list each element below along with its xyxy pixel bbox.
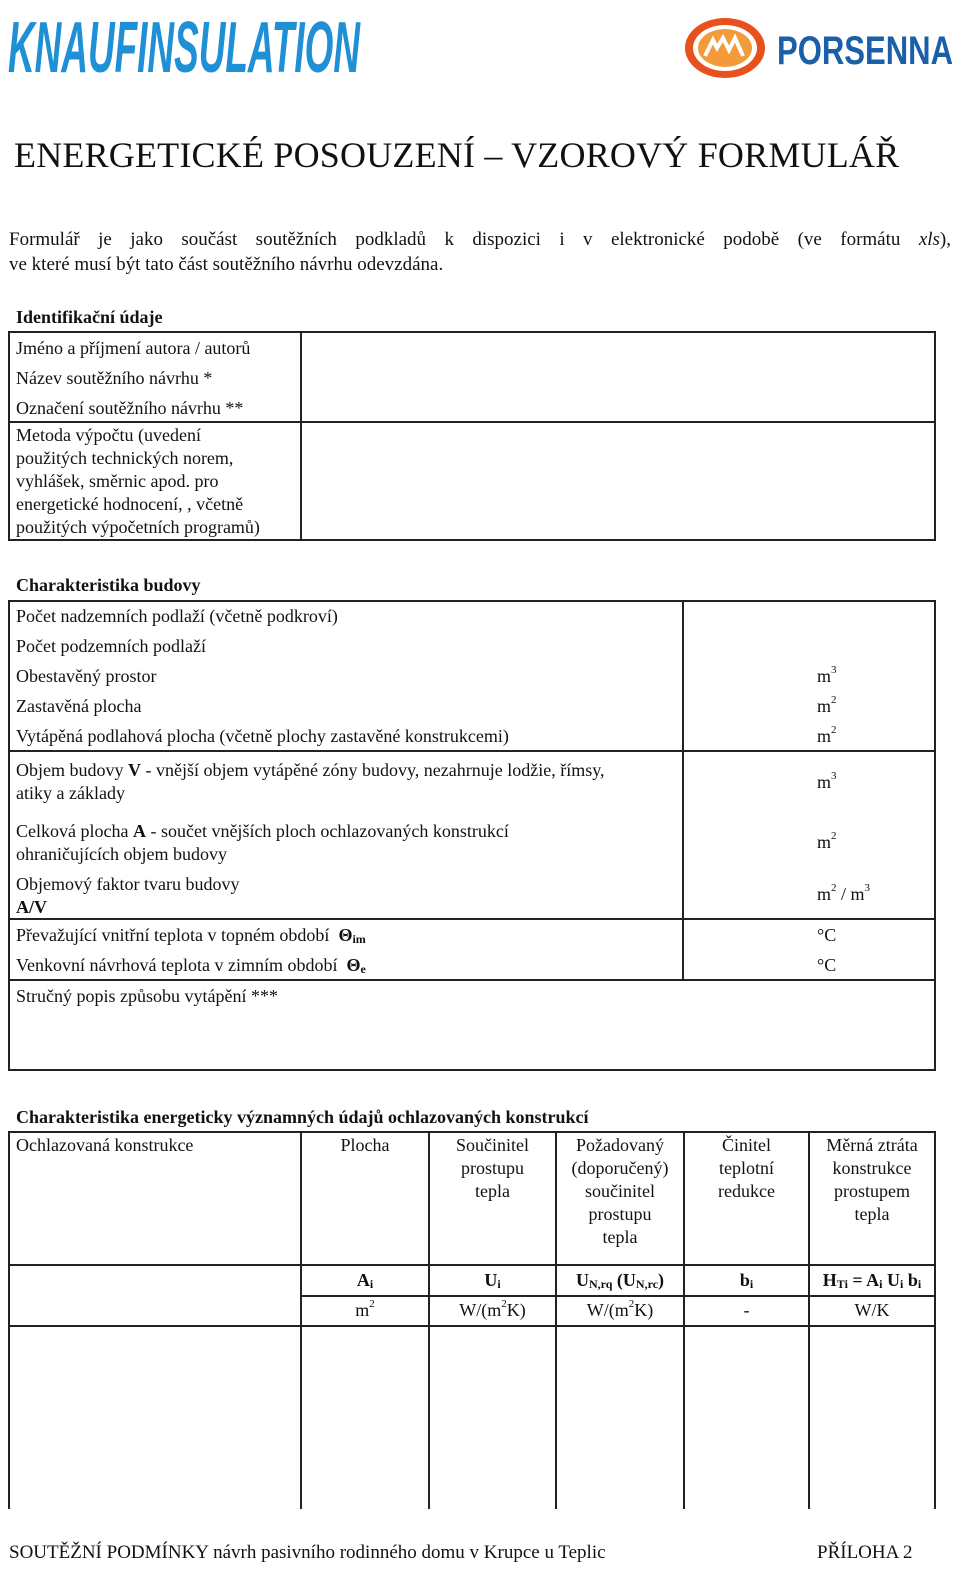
- footer-right: PŘÍLOHA 2: [817, 1542, 913, 1563]
- floors-below-label: Počet podzemních podlaží: [16, 636, 206, 656]
- col-header-b-line: redukce: [718, 1181, 775, 1201]
- col-header-h-line: Měrná ztráta: [826, 1135, 918, 1155]
- built-volume-label: Obestavěný prostor: [16, 666, 157, 686]
- col-header-h-line: prostupem: [834, 1181, 910, 1201]
- porsenna-logo: [683, 16, 955, 80]
- col-header-b-line: Činitel: [722, 1135, 771, 1155]
- svg-text:KNAUFINSULATION: KNAUFINSULATION: [8, 8, 362, 88]
- unit-celsius: °C: [817, 925, 837, 945]
- symbol-u: $U_i$: [484, 1270, 501, 1291]
- symbol-b: $b_i$: [739, 1270, 754, 1291]
- symbol-un: $U_{N,rq}$ $(U_{N,rc})$: [575, 1270, 665, 1291]
- floors-above-label: Počet nadzemních podlaží (včetně podkroví): [16, 606, 338, 626]
- heated-area-label: Vytápěná podlahová plocha (včetně plochy zastavěné konstrukcemi): [16, 726, 509, 746]
- col-header-u-line: Součinitel: [456, 1135, 529, 1155]
- unit-m2: $m^2$: [817, 724, 837, 746]
- col-header-un-line: (doporučený): [571, 1158, 669, 1178]
- col-header-h-line: tepla: [854, 1204, 890, 1224]
- page-title: ENERGETICKÉ POSOUZENÍ – VZOROVÝ FORMULÁŘ: [14, 135, 900, 175]
- intro-paragraph: Formulář je jako součást soutěžních podkladů k dispozici i v elektronické podobě (ve formátu xls), ve které musí být tato část soutěžního návrhu odevzdána.: [9, 229, 951, 275]
- symbol-a: $A_i$: [356, 1270, 374, 1291]
- project-name-label: Název soutěžního návrhu *: [16, 368, 213, 388]
- unit-m2: $m^2$: [817, 830, 837, 852]
- col-header-construction: Ochlazovaná konstrukce: [16, 1135, 194, 1155]
- method-label-line: použitých technických norem,: [16, 448, 234, 468]
- shape-factor-symbol: A/V: [16, 897, 47, 917]
- unit-celsius: °C: [817, 955, 837, 975]
- col-header-area: Plocha: [340, 1135, 390, 1155]
- outside-temp-label: Venkovní návrhová teplota v zimním období $\Theta_e$: [16, 955, 366, 976]
- method-label-line: použitých výpočetních programů): [16, 517, 260, 537]
- method-label-line: vyhlášek, směrnic apod. pro: [16, 471, 219, 491]
- footer-left: SOUTĚŽNÍ PODMÍNKY návrh pasivního rodinného domu v Krupce u Teplic: [9, 1542, 606, 1563]
- identification-heading: Identifikační údaje: [16, 307, 163, 327]
- symbol-h: $H_{Ti} = A_i$ $U_i$ $b_i$: [822, 1270, 922, 1291]
- unit-b: -: [743, 1300, 750, 1320]
- built-area-label: Zastavěná plocha: [16, 696, 142, 716]
- svg-text:PORSENNA: PORSENNA: [777, 29, 953, 73]
- building-volume-label: Objem budovy V - vnější objem vytápěné zóny budovy, nezahrnuje lodžie, římsy,: [16, 760, 605, 780]
- total-area-label-cont: ohraničujících objem budovy: [16, 844, 227, 864]
- method-label-line: Metoda výpočtu (uvedení: [16, 425, 201, 445]
- col-header-h-line: konstrukce: [832, 1158, 912, 1178]
- col-header-u-line: prostupu: [461, 1158, 524, 1178]
- heating-description-label: Stručný popis způsobu vytápění ***: [16, 986, 278, 1006]
- col-header-b-line: teplotní: [719, 1158, 774, 1178]
- building-volume-label-cont: atiky a základy: [16, 783, 125, 803]
- unit-area: $m^2$: [355, 1298, 375, 1320]
- col-header-un-line: součinitel: [585, 1181, 655, 1201]
- unit-m3: $m^3$: [817, 770, 837, 792]
- col-header-un-line: prostupu: [588, 1204, 652, 1224]
- knauf-insulation-logo: [8, 2, 360, 90]
- unit-m2-per-m3: $m^2 / m^3$: [817, 882, 871, 904]
- method-label-line: energetické hodnocení, , včetně: [16, 494, 244, 514]
- unit-un: $W/(m^2K)$: [586, 1298, 654, 1320]
- col-header-un-line: tepla: [602, 1227, 638, 1247]
- col-header-un-line: Požadovaný: [576, 1135, 664, 1155]
- total-area-label: Celková plocha A - součet vnějších ploch ochlazovaných konstrukcí: [16, 821, 509, 841]
- unit-u: $W/(m^2K)$: [459, 1298, 526, 1320]
- shape-factor-label: Objemový faktor tvaru budovy: [16, 874, 240, 894]
- col-header-u-line: tepla: [475, 1181, 510, 1201]
- inside-temp-label: Převažující vnitřní teplota v topném období $\Theta_{im}$: [16, 925, 366, 946]
- author-name-label: Jméno a příjmení autora / autorů: [16, 338, 251, 358]
- unit-m2: $m^2$: [817, 694, 837, 716]
- project-code-label: Označení soutěžního návrhu **: [16, 398, 244, 418]
- unit-h: W/K: [854, 1300, 890, 1320]
- constructions-heading: Charakteristika energeticky významných údajů ochlazovaných konstrukcí: [16, 1107, 589, 1127]
- unit-m3: $m^3$: [817, 664, 837, 686]
- building-heading: Charakteristika budovy: [16, 575, 201, 595]
